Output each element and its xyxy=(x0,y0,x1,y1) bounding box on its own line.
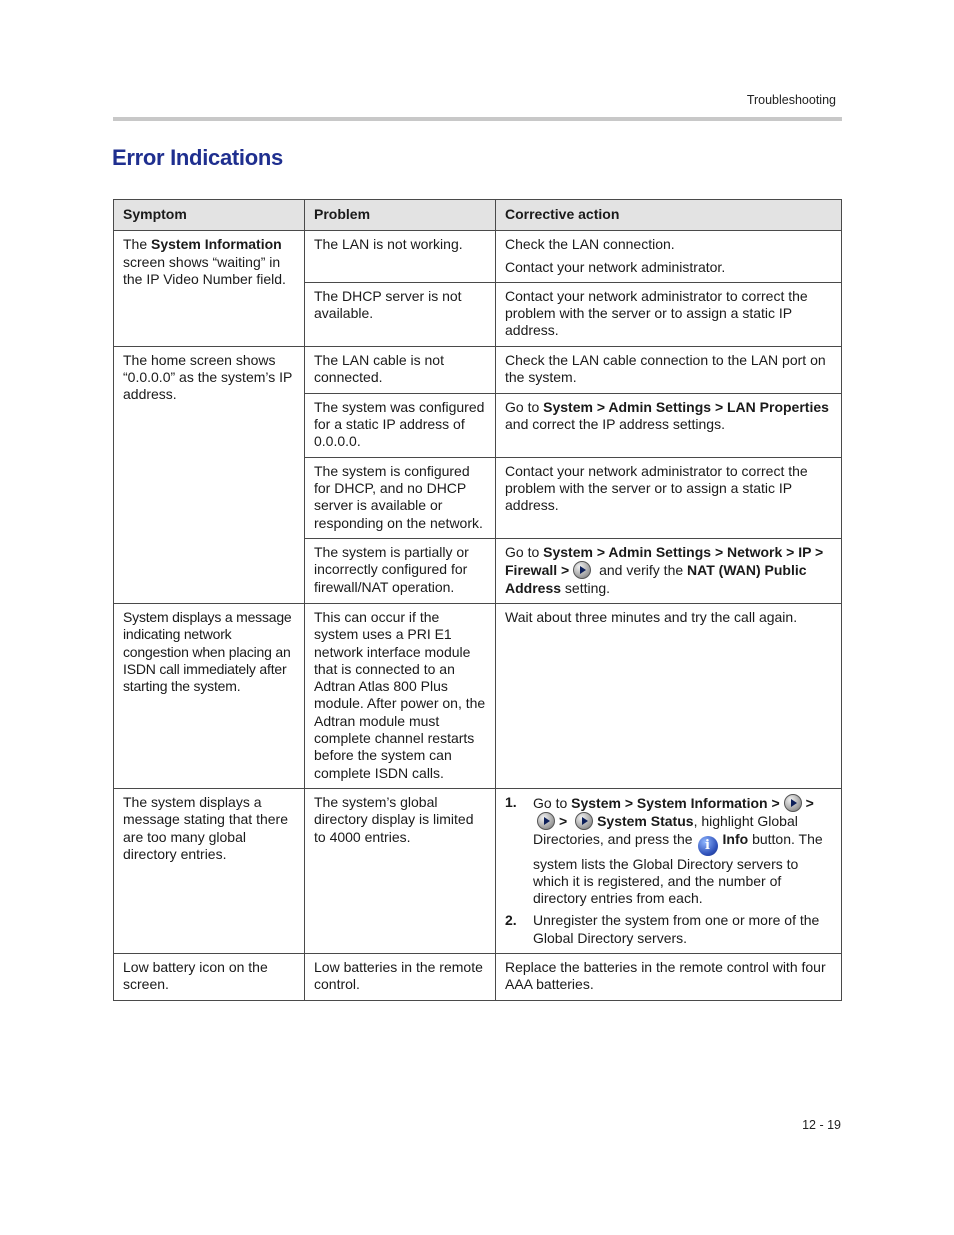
symptom-cell: Low battery icon on the screen. xyxy=(114,954,305,1001)
table-row xyxy=(114,954,842,1001)
problem-cell: This can occur if the system uses a PRI E1 network interface module that is connected to an Adtran Atlas 800 Plus module. After power on, the Adtran module must complete channel restarts before the system can complete ISDN calls. xyxy=(305,603,496,788)
action-cell xyxy=(496,393,842,457)
action-cell: Wait about three minutes and try the call again. xyxy=(496,603,842,788)
symptom-cell xyxy=(114,231,305,347)
action-text: Check the LAN connection. xyxy=(505,236,675,253)
table-row xyxy=(114,603,842,788)
list-item xyxy=(505,794,833,907)
action-cell: Check the LAN cable connection to the LAN port on the system. xyxy=(496,346,842,393)
step-number: 1. xyxy=(505,793,517,810)
button-name: Info xyxy=(722,830,749,847)
list-item xyxy=(505,912,833,947)
table-row xyxy=(114,346,842,393)
play-arrow-button-icon xyxy=(784,794,802,812)
problem-cell: The system is partially or incorrectly configured for firewall/NAT operation. xyxy=(305,539,496,604)
action-text: Go to xyxy=(505,544,544,561)
action-cell xyxy=(496,539,842,604)
running-header: Troubleshooting xyxy=(746,93,836,107)
page-title: Error Indications xyxy=(112,145,283,170)
action-cell: Contact your network administrator to correct the problem with the server or to assign a static IP address. xyxy=(496,282,842,346)
symptom-text: screen shows “waiting” in the IP Video Number field. xyxy=(123,253,286,287)
table-header-row xyxy=(114,200,842,231)
action-cell: Contact your network administrator to correct the problem with the server or to assign a static IP address. xyxy=(496,457,842,538)
problem-cell: The LAN cable is not connected. xyxy=(305,346,496,393)
problem-cell: The DHCP server is not available. xyxy=(305,282,496,346)
symptom-cell: System displays a message indicating network congestion when placing an ISDN call immediately after starting the system. xyxy=(114,603,305,788)
problem-cell: Low batteries in the remote control. xyxy=(305,954,496,1001)
play-arrow-button-icon xyxy=(537,812,555,830)
menu-name: System Status xyxy=(597,813,694,830)
menu-path: System > System Information > xyxy=(571,794,780,811)
step-number: 2. xyxy=(505,912,517,929)
action-text: Go to xyxy=(505,398,544,415)
column-header-problem: Problem xyxy=(305,200,496,231)
step-text: Go to System > System Information > > > System Status, highlight Global Directories, and press the i Info button. The system lists the Global Directory servers to which it is registered, and the number of directory entries from each. xyxy=(533,794,823,907)
symptom-text: The xyxy=(123,236,152,253)
table-row xyxy=(114,231,842,283)
action-cell: Replace the batteries in the remote control with four AAA batteries. xyxy=(496,954,842,1001)
action-cell xyxy=(496,788,842,953)
problem-cell: The system was configured for a static IP address of 0.0.0.0. xyxy=(305,393,496,457)
menu-path: System > Admin Settings > LAN Properties xyxy=(543,398,829,415)
play-arrow-button-icon xyxy=(573,561,591,579)
steps-list xyxy=(505,794,833,947)
table-row xyxy=(114,788,842,953)
action-text: and verify the xyxy=(595,562,688,579)
symptom-cell: The system displays a message stating that there are too many global directory entries. xyxy=(114,788,305,953)
play-arrow-button-icon xyxy=(575,812,593,830)
setting-name: NAT (WAN) Public Address xyxy=(505,562,807,596)
problem-cell: The system’s global directory display is limited to 4000 entries. xyxy=(305,788,496,953)
page-number: 12 - 19 xyxy=(802,1118,841,1132)
action-text: and correct the IP address settings. xyxy=(505,416,725,433)
step-text: Unregister the system from one or more of the Global Directory servers. xyxy=(533,912,820,946)
column-header-corrective-action: Corrective action xyxy=(496,200,842,231)
menu-name: System Information xyxy=(151,236,282,253)
action-text: Contact your network administrator. xyxy=(505,258,726,275)
error-indications-table xyxy=(113,199,842,1001)
header-rule xyxy=(113,117,842,121)
problem-cell: The system is configured for DHCP, and no DHCP server is available or responding on the network. xyxy=(305,457,496,538)
menu-path: System > Admin Settings > Network > IP > Firewall > xyxy=(505,544,824,579)
info-button-icon: i xyxy=(698,836,718,856)
action-cell xyxy=(496,231,842,283)
problem-cell: The LAN is not working. xyxy=(305,231,496,283)
action-text: setting. xyxy=(561,579,611,596)
column-header-symptom: Symptom xyxy=(114,200,305,231)
symptom-cell: The home screen shows “0.0.0.0” as the system’s IP address. xyxy=(114,346,305,603)
